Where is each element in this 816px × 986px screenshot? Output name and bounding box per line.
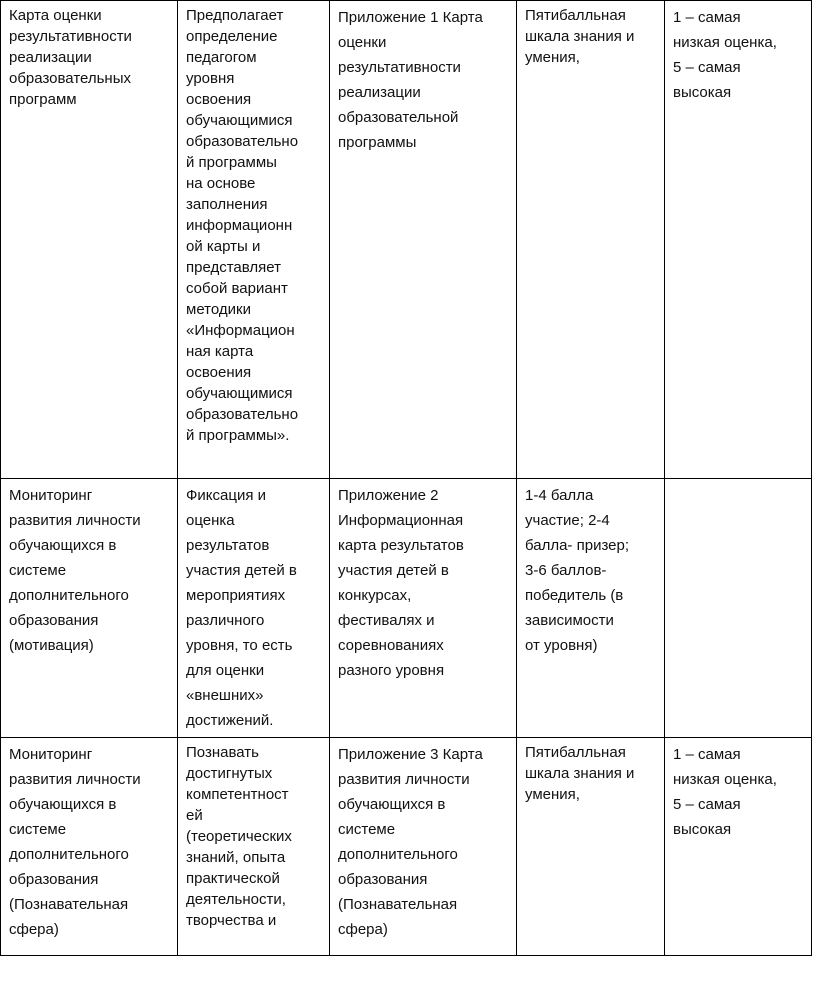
cell-text: Фиксация и оценка результатов участия детей в мероприятиях различного уровня, то есть для оценки «внешних» достижений. — [186, 487, 297, 729]
table-cell — [1, 1, 178, 479]
table-row — [1, 738, 812, 956]
table-cell — [517, 738, 665, 956]
table-cell — [330, 1, 517, 479]
table-cell — [517, 1, 665, 479]
cell-text: Предполагает определение педагогом уровня освоения обучающимися образовательно й программы на основе заполнения информационн ой карты и представляет собой вариант методики «Информацион ная карта освоения обучающимися образовательно й программы». — [186, 7, 299, 444]
table-row — [1, 1, 812, 479]
cell-text: Приложение 3 Карта развития личности обучающихся в системе дополнительного образования (Познавательная сфера) — [338, 746, 483, 938]
cell-text: 1 – самая низкая оценка, 5 – самая высокая — [673, 746, 777, 838]
table-cell — [517, 479, 665, 738]
table-cell — [178, 1, 330, 479]
cell-text: Карта оценки результативности реализации образовательных программ — [9, 7, 132, 108]
cell-text: Познавать достигнутых компетентност ей (теоретических знаний, опыта практической деятельности, творчества и — [186, 744, 292, 929]
cell-text: Мониторинг развития личности обучающихся в системе дополнительного образования (мотивация) — [9, 487, 141, 654]
table-cell — [330, 738, 517, 956]
cell-text: Пятибалльная шкала знания и умения, — [525, 7, 635, 66]
cell-text: 1-4 балла участие; 2-4 балла- призер; 3-6 баллов- победитель (в зависимости от уровня) — [525, 487, 630, 654]
cell-text: Приложение 2 Информационная карта результатов участия детей в конкурсах, фестивалях и соревнованиях разного уровня — [338, 487, 464, 679]
cell-text: Пятибалльная шкала знания и умения, — [525, 744, 635, 803]
table-cell — [665, 479, 812, 738]
table-cell — [178, 479, 330, 738]
table-cell — [665, 738, 812, 956]
table-cell — [665, 1, 812, 479]
table-cell — [178, 738, 330, 956]
table-cell — [330, 479, 517, 738]
cell-text: Мониторинг развития личности обучающихся в системе дополнительного образования (Познавательная сфера) — [9, 746, 141, 938]
table-row — [1, 479, 812, 738]
cell-text: 1 – самая низкая оценка, 5 – самая высокая — [673, 9, 777, 101]
cell-text: Приложение 1 Карта оценки результативности реализации образовательной программы — [338, 9, 483, 151]
table-cell — [1, 479, 178, 738]
table-cell — [1, 738, 178, 956]
